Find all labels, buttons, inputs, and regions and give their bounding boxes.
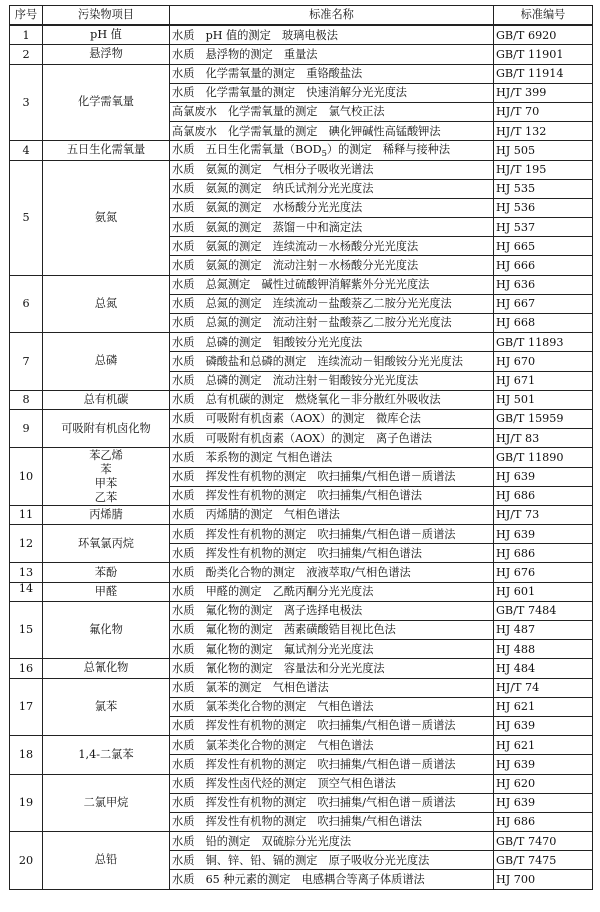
- pollutant-name: 总氰化物: [43, 659, 170, 678]
- standard-code: HJ 639: [494, 525, 593, 544]
- standard-name: 水质 氨氮的测定 蒸馏－中和滴定法: [170, 218, 494, 237]
- standard-code: HJ 505: [494, 141, 593, 160]
- standard-code: HJ 670: [494, 352, 593, 371]
- subscript-5: 5: [321, 147, 327, 158]
- standard-name: 水质 氟化物的测定 氟试剂分光光度法: [170, 640, 494, 659]
- pollutant-name: 总铅: [43, 832, 170, 890]
- standard-name: 高氯废水 化学需氧量的测定 碘化钾碱性高锰酸钾法: [170, 122, 494, 141]
- standard-code: HJ 671: [494, 371, 593, 390]
- standard-code: HJ/T 74: [494, 678, 593, 697]
- standard-name: 水质 总有机碳的测定 燃烧氧化－非分散红外吸收法: [170, 390, 494, 409]
- standard-name: 水质 总氮的测定 流动注射－盐酸萘乙二胺分光光度法: [170, 314, 494, 333]
- row-number: 10: [10, 448, 43, 506]
- pollutant-name: 五日生化需氧量: [43, 141, 170, 160]
- table-row: [10, 275, 593, 294]
- standard-code: HJ 686: [494, 544, 593, 563]
- pollutant-name: 总氮: [43, 275, 170, 333]
- standard-code: HJ/T 73: [494, 505, 593, 524]
- header-row: [10, 6, 593, 26]
- row-number: 11: [10, 505, 43, 524]
- standard-code: GB/T 11901: [494, 45, 593, 64]
- table-body: [10, 25, 593, 889]
- standard-name: 水质 氯苯类化合物的测定 气相色谱法: [170, 697, 494, 716]
- table-row: [10, 25, 593, 45]
- standard-name: 水质 氟化物的测定 离子选择电极法: [170, 601, 494, 620]
- standard-code: HJ/T 83: [494, 429, 593, 448]
- standard-code: HJ 676: [494, 563, 593, 582]
- table-row: [10, 390, 593, 409]
- standard-code: GB/T 7470: [494, 832, 593, 851]
- standard-code: HJ/T 70: [494, 102, 593, 121]
- standard-name: 水质 挥发性有机物的测定 吹扫捕集/气相色谱－质谱法: [170, 755, 494, 774]
- standard-code: HJ 487: [494, 621, 593, 640]
- standard-code: HJ/T 399: [494, 83, 593, 102]
- pollutant-name: 化学需氧量: [43, 64, 170, 141]
- standard-code: HJ 668: [494, 314, 593, 333]
- standard-name: 水质 65 种元素的测定 电感耦合等离子体质谱法: [170, 870, 494, 889]
- standard-name: 水质 铅的测定 双硫腙分光光度法: [170, 832, 494, 851]
- standard-name: 水质 氨氮的测定 水杨酸分光光度法: [170, 198, 494, 217]
- standard-code: HJ 636: [494, 275, 593, 294]
- standard-name: 水质 化学需氧量的测定 重铬酸盐法: [170, 64, 494, 83]
- table-row: [10, 505, 593, 524]
- table-row: [10, 582, 593, 601]
- standard-name: 水质 总磷的测定 流动注射－钼酸铵分光光度法: [170, 371, 494, 390]
- row-number: 5: [10, 160, 43, 275]
- row-number: 4: [10, 141, 43, 160]
- standard-name: 水质 氯苯的测定 气相色谱法: [170, 678, 494, 697]
- standard-name: 水质 苯系物的测定 气相色谱法: [170, 448, 494, 467]
- row-number: 18: [10, 736, 43, 774]
- standard-name: 水质 挥发性有机物的测定 吹扫捕集/气相色谱法: [170, 486, 494, 505]
- standard-code: HJ/T 195: [494, 160, 593, 179]
- standard-name: 水质 悬浮物的测定 重量法: [170, 45, 494, 64]
- table-row: [10, 601, 593, 620]
- standard-name: 水质 甲醛的测定 乙酰丙酮分光光度法: [170, 582, 494, 601]
- standard-code: HJ 686: [494, 486, 593, 505]
- pollutant-name: 甲醛: [43, 582, 170, 601]
- standard-name: 水质 氨氮的测定 纳氏试剂分光光度法: [170, 179, 494, 198]
- standard-name: 水质 五日生化需氧量$(BOD_5)$的测定 稀释与接种法: [170, 141, 494, 160]
- standard-code: HJ 621: [494, 697, 593, 716]
- pollutant-name: pH 值: [43, 25, 170, 45]
- pollutant-name-line: 甲苯: [94, 476, 118, 490]
- standard-name: 水质 挥发性有机物的测定 吹扫捕集/气相色谱－质谱法: [170, 467, 494, 486]
- standard-code: HJ 667: [494, 294, 593, 313]
- row-number: 12: [10, 525, 43, 563]
- pollutant-name: 1,4-二氯苯: [43, 736, 170, 774]
- standard-code: HJ 537: [494, 218, 593, 237]
- standard-name: 水质 酚类化合物的测定 液液萃取/气相色谱法: [170, 563, 494, 582]
- table-row: [10, 832, 593, 851]
- pollutant-name: [43, 448, 170, 506]
- pollutant-name: 氨氮: [43, 160, 170, 275]
- pollutant-name-line: 苯乙烯: [89, 448, 123, 462]
- table-row: [10, 64, 593, 83]
- standard-name: 水质 氰化物的测定 容量法和分光光度法: [170, 659, 494, 678]
- standard-name: 水质 铜、锌、铅、镉的测定 原子吸收分光光度法: [170, 851, 494, 870]
- header-pollutant: 污染物项目: [43, 6, 170, 26]
- table-row: [10, 563, 593, 582]
- standard-code: GB/T 7484: [494, 601, 593, 620]
- table-row: [10, 160, 593, 179]
- pollutant-name-line: 乙苯: [94, 490, 118, 504]
- standard-code: GB/T 7475: [494, 851, 593, 870]
- row-number: 8: [10, 390, 43, 409]
- standard-name: 水质 氯苯类化合物的测定 气相色谱法: [170, 736, 494, 755]
- standard-code: HJ 620: [494, 774, 593, 793]
- standard-name: 水质 挥发性有机物的测定 吹扫捕集/气相色谱－质谱法: [170, 793, 494, 812]
- standards-table: [9, 5, 593, 890]
- standard-code: HJ 665: [494, 237, 593, 256]
- standard-code: HJ 686: [494, 812, 593, 831]
- standard-name: 水质 pH 值的测定 玻璃电极法: [170, 25, 494, 45]
- row-number: 13: [10, 563, 43, 582]
- standard-name: 水质 可吸附有机卤素（AOX）的测定 微库仑法: [170, 409, 494, 428]
- standard-name: 水质 挥发性有机物的测定 吹扫捕集/气相色谱法: [170, 544, 494, 563]
- table-row: [10, 774, 593, 793]
- pollutant-name: 可吸附有机卤化物: [43, 409, 170, 447]
- table-row: [10, 736, 593, 755]
- standard-name: 水质 挥发性有机物的测定 吹扫捕集/气相色谱－质谱法: [170, 716, 494, 735]
- standard-code: HJ 501: [494, 390, 593, 409]
- pollutant-name: 总有机碳: [43, 390, 170, 409]
- standard-code: HJ 666: [494, 256, 593, 275]
- row-number: 7: [10, 333, 43, 391]
- standard-code: HJ 601: [494, 582, 593, 601]
- standard-name: 水质 磷酸盐和总磷的测定 连续流动－钼酸铵分光光度法: [170, 352, 494, 371]
- standard-code: HJ 488: [494, 640, 593, 659]
- standard-name: 水质 挥发性卤代烃的测定 顶空气相色谱法: [170, 774, 494, 793]
- pollutant-name: 丙烯腈: [43, 505, 170, 524]
- standard-name: 水质 氨氮的测定 气相分子吸收光谱法: [170, 160, 494, 179]
- standard-name: 水质 氨氮的测定 连续流动－水杨酸分光光度法: [170, 237, 494, 256]
- table-row: [10, 525, 593, 544]
- table-row: [10, 333, 593, 352]
- pollutant-name: 二氯甲烷: [43, 774, 170, 832]
- row-number: 20: [10, 832, 43, 890]
- pollutant-name: 总磷: [43, 333, 170, 391]
- table-row: [10, 409, 593, 428]
- row-number: 1: [10, 25, 43, 45]
- standard-name: 水质 可吸附有机卤素（AOX）的测定 离子色谱法: [170, 429, 494, 448]
- standard-name: 高氯废水 化学需氧量的测定 氯气校正法: [170, 102, 494, 121]
- standard-name: 水质 总氮的测定 连续流动－盐酸萘乙二胺分光光度法: [170, 294, 494, 313]
- pollutant-name: 环氧氯丙烷: [43, 525, 170, 563]
- standard-code: HJ 535: [494, 179, 593, 198]
- table-row: [10, 678, 593, 697]
- table-row: [10, 659, 593, 678]
- pollutant-name: 氟化物: [43, 601, 170, 659]
- row-number: 2: [10, 45, 43, 64]
- standard-code: HJ 621: [494, 736, 593, 755]
- pollutant-name: 氯苯: [43, 678, 170, 736]
- pollutant-name: 苯酚: [43, 563, 170, 582]
- standard-code: HJ 700: [494, 870, 593, 889]
- pollutant-name: 悬浮物: [43, 45, 170, 64]
- table-row: [10, 45, 593, 64]
- standard-code: HJ 639: [494, 716, 593, 735]
- header-code: 标准编号: [494, 6, 593, 26]
- row-number: 3: [10, 64, 43, 141]
- standard-code: GB/T 6920: [494, 25, 593, 45]
- row-number: 9: [10, 409, 43, 447]
- row-number: 19: [10, 774, 43, 832]
- standard-code: GB/T 15959: [494, 409, 593, 428]
- standard-code: GB/T 11914: [494, 64, 593, 83]
- table-row: [10, 448, 593, 467]
- standard-name: 水质 总氮测定 碱性过硫酸钾消解紫外分光光度法: [170, 275, 494, 294]
- standard-name: 水质 氟化物的测定 茜素磺酸锆目视比色法: [170, 621, 494, 640]
- standard-code: HJ 639: [494, 793, 593, 812]
- row-number: 17: [10, 678, 43, 736]
- standard-name: 水质 挥发性有机物的测定 吹扫捕集/气相色谱－质谱法: [170, 525, 494, 544]
- standard-name: 水质 化学需氧量的测定 快速消解分光光度法: [170, 83, 494, 102]
- row-number: 14: [10, 582, 43, 601]
- standard-code: GB/T 11890: [494, 448, 593, 467]
- standard-name: 水质 总磷的测定 钼酸铵分光光度法: [170, 333, 494, 352]
- row-number: 16: [10, 659, 43, 678]
- standard-code: HJ 484: [494, 659, 593, 678]
- standard-name: 水质 氨氮的测定 流动注射－水杨酸分光光度法: [170, 256, 494, 275]
- standard-name: 水质 挥发性有机物的测定 吹扫捕集/气相色谱法: [170, 812, 494, 831]
- pollutant-name-line: 苯: [100, 462, 112, 476]
- standard-code: HJ/T 132: [494, 122, 593, 141]
- header-no: 序号: [10, 6, 43, 26]
- standard-name: 水质 丙烯腈的测定 气相色谱法: [170, 505, 494, 524]
- row-number: 6: [10, 275, 43, 333]
- standard-code: HJ 639: [494, 755, 593, 774]
- row-number: 15: [10, 601, 43, 659]
- standard-code: HJ 639: [494, 467, 593, 486]
- header-standard: 标准名称: [170, 6, 494, 26]
- table-row: [10, 141, 593, 160]
- standard-code: HJ 536: [494, 198, 593, 217]
- standard-code: GB/T 11893: [494, 333, 593, 352]
